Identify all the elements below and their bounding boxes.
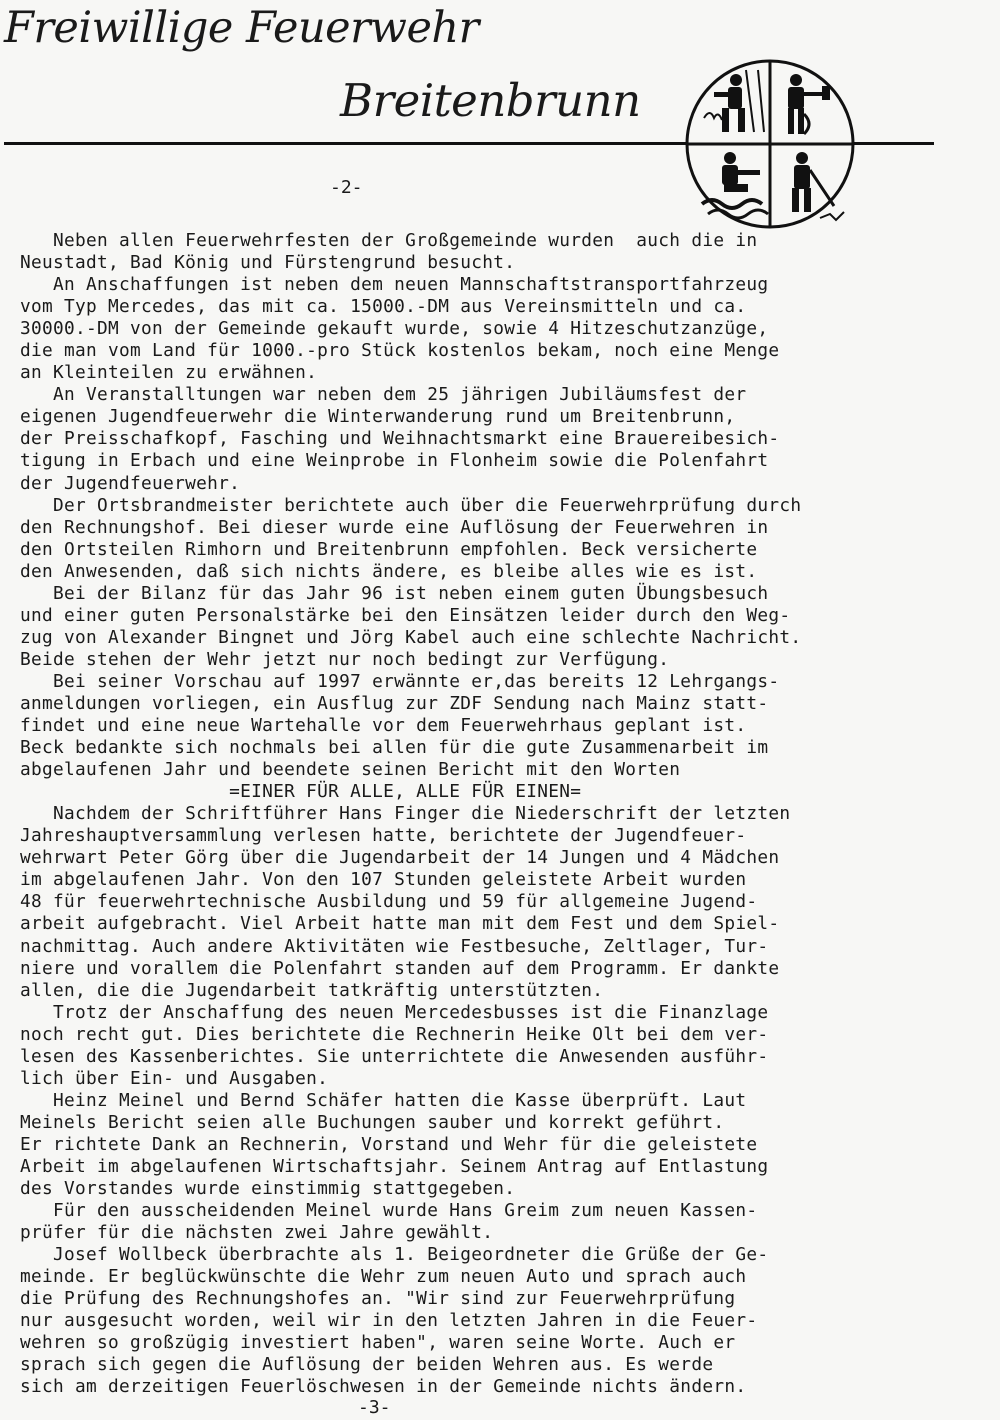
text-line: vom Typ Mercedes, das mit ca. 15000.-DM aus Vereinsmitteln und ca. — [20, 296, 747, 318]
text-line: allen, die die Jugendarbeit tatkräftig unterstützten. — [20, 979, 604, 1001]
text-line: im abgelaufenen Jahr. Von den 107 Stunden geleistete Arbeit wurden — [20, 869, 747, 891]
text-line: Neustadt, Bad König und Fürstengrund besucht. — [20, 252, 516, 274]
text-line: Nachdem der Schriftführer Hans Finger die Niederschrift der letzten — [20, 803, 791, 825]
text-line: Er richtete Dank an Rechnerin, Vorstand und Wehr für die geleistete — [20, 1133, 758, 1155]
text-line: Heinz Meinel und Bernd Schäfer hatten die Kasse überprüft. Laut — [20, 1089, 747, 1111]
text-line: An Veranstalltungen war neben dem 25 jährigen Jubiläumsfest der — [20, 384, 747, 406]
text-line: Trotz der Anschaffung des neuen Mercedesbusses ist die Finanzlage — [20, 1001, 769, 1023]
text-line: An Anschaffungen ist neben dem neuen Mannschaftstransportfahrzeug — [20, 274, 769, 296]
text-line: nachmittag. Auch andere Aktivitäten wie Festbesuche, Zeltlager, Tur- — [20, 935, 769, 957]
text-line: den Rechnungshof. Bei dieser wurde eine Auflösung der Feuerwehren in — [20, 516, 769, 538]
text-line: Beck bedankte sich nochmals bei allen für die gute Zusammenarbeit im — [20, 737, 769, 759]
text-line: sprach sich gegen die Auflösung der beiden Wehren aus. Es werde — [20, 1354, 714, 1376]
text-line: 30000.-DM von der Gemeinde gekauft wurde, sowie 4 Hitzeschutzanzüge, — [20, 318, 769, 340]
text-line: Meinels Bericht seien alle Buchungen sauber und korrekt geführt. — [20, 1111, 725, 1133]
text-line: nur ausgesucht worden, weil wir in den letzten Jahren in die Feuer- — [20, 1310, 758, 1332]
text-line: Der Ortsbrandmeister berichtete auch über die Feuerwehrprüfung durch — [20, 494, 802, 516]
text-line: wehrwart Peter Görg über die Jugendarbeit der 14 Jungen und 4 Mädchen — [20, 847, 780, 869]
text-line: Bei seiner Vorschau auf 1997 erwännte er,das bereits 12 Lehrgangs- — [20, 670, 780, 692]
text-line: 48 für feuerwehrtechnische Ausbildung und 59 für allgemeine Jugend- — [20, 891, 758, 913]
text-line: des Vorstandes wurde einstimmig stattgegeben. — [20, 1178, 516, 1200]
text-line: Bei der Bilanz für das Jahr 96 ist neben einem guten Übungsbesuch — [20, 582, 769, 604]
text-line: zug von Alexander Bingnet und Jörg Kabel auch eine schlechte Nachricht. — [20, 626, 802, 648]
text-line: die Prüfung des Rechnungshofes an. "Wir sind zur Feuerwehrprüfung — [20, 1288, 736, 1310]
fire-brigade-emblem-icon — [684, 58, 856, 230]
text-line: Beide stehen der Wehr jetzt nur noch bedingt zur Verfügung. — [20, 648, 670, 670]
text-line: niere und vorallem die Polenfahrt standen auf dem Programm. Er dankte — [20, 957, 780, 979]
text-line: der Preisschafkopf, Fasching und Weihnachtsmarkt eine Brauereibesich- — [20, 428, 780, 450]
text-line: und einer guten Personalstärke bei den Einsätzen leider durch den Weg- — [20, 604, 791, 626]
text-line: an Kleinteilen zu erwähnen. — [20, 362, 318, 384]
text-line: noch recht gut. Dies berichtete die Rechnerin Heike Olt bei dem ver- — [20, 1023, 769, 1045]
text-line: Neben allen Feuerwehrfesten der Großgemeinde wurden auch die in — [20, 230, 758, 251]
page-number-bottom: -3- — [358, 1397, 391, 1418]
text-line: wehren so großzügig investiert haben", waren seine Worte. Auch er — [20, 1332, 736, 1354]
text-line: meinde. Er beglückwünschte die Wehr zum neuen Auto und sprach auch — [20, 1266, 747, 1288]
article-body — [20, 230, 980, 1398]
text-line: Jahreshauptversammlung verlesen hatte, berichtete der Jugendfeuer- — [20, 825, 747, 847]
text-line: Für den ausscheidenden Meinel wurde Hans Greim zum neuen Kassen- — [20, 1200, 758, 1222]
text-line: abgelaufenen Jahr und beendete seinen Bericht mit den Worten — [20, 759, 681, 781]
text-line: lich über Ein- und Ausgaben. — [20, 1067, 329, 1089]
text-line: tigung in Erbach und eine Weinprobe in Flonheim sowie die Polenfahrt — [20, 450, 769, 472]
text-line: lesen des Kassenberichtes. Sie unterrichtete die Anwesenden ausführ- — [20, 1045, 769, 1067]
page-number-top: -2- — [330, 177, 363, 198]
text-line: Arbeit im abgelaufenen Wirtschaftsjahr. Seinem Antrag auf Entlastung — [20, 1155, 769, 1177]
text-line: prüfer für die nächsten zwei Jahre gewählt. — [20, 1222, 494, 1244]
text-line: Josef Wollbeck überbrachte als 1. Beigeordneter die Grüße der Ge- — [20, 1244, 769, 1266]
text-line: findet und eine neue Wartehalle vor dem Feuerwehrhaus geplant ist. — [20, 715, 747, 737]
text-line: arbeit aufgebracht. Viel Arbeit hatte man mit dem Fest und dem Spiel- — [20, 913, 780, 935]
text-line: die man vom Land für 1000.-pro Stück kostenlos bekam, noch eine Menge — [20, 340, 780, 362]
text-line: den Anwesenden, daß sich nichts ändere, es bleibe alles wie es ist. — [20, 560, 758, 582]
text-line: =EINER FÜR ALLE, ALLE FÜR EINEN= — [20, 781, 582, 803]
header-title-line1: Freiwillige Feuerwehr — [4, 3, 479, 53]
text-line: der Jugendfeuerwehr. — [20, 472, 241, 494]
text-line: eigenen Jugendfeuerwehr die Winterwanderung rund um Breitenbrunn, — [20, 406, 736, 428]
header-title-line2: Breitenbrunn — [340, 74, 641, 127]
text-line: anmeldungen vorliegen, ein Ausflug zur ZDF Sendung nach Mainz statt- — [20, 692, 769, 714]
text-line: den Ortsteilen Rimhorn und Breitenbrunn empfohlen. Beck versicherte — [20, 538, 758, 560]
text-line: sich am derzeitigen Feuerlöschwesen in der Gemeinde nichts ändern. — [20, 1376, 747, 1398]
